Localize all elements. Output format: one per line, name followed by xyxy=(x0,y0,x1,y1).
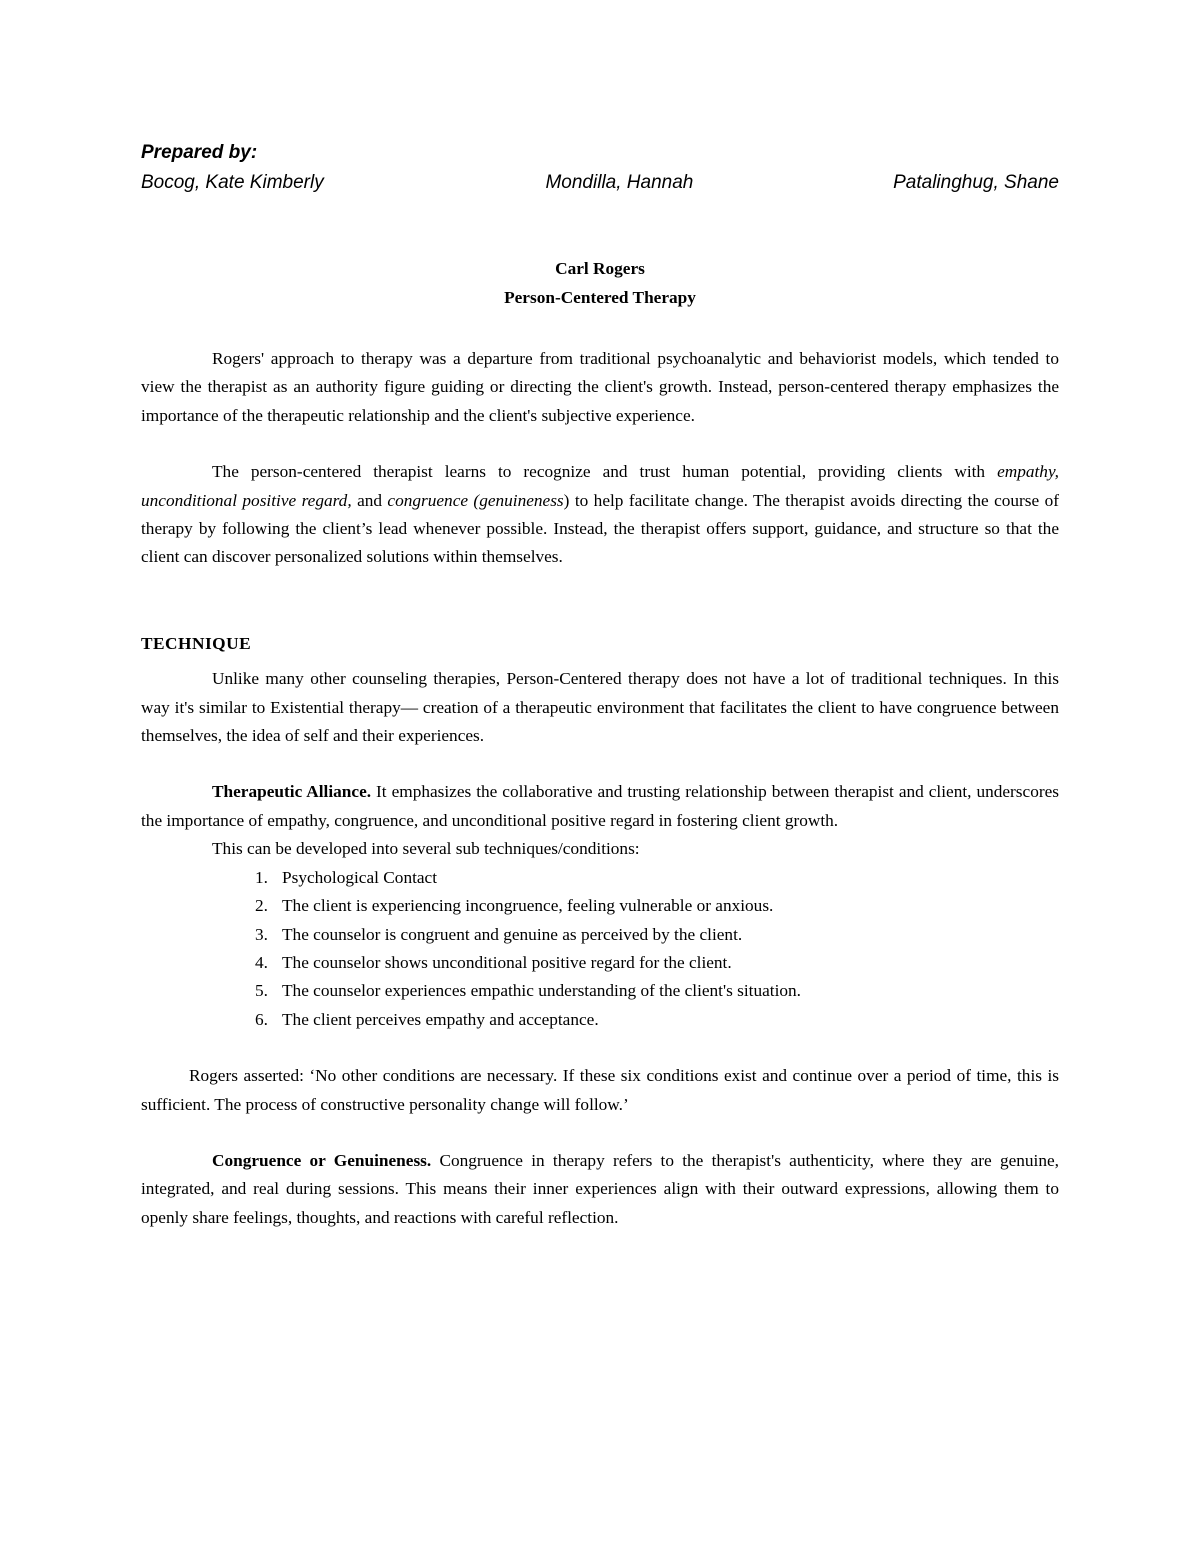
list-item-text: The counselor experiences empathic understanding of the client's situation. xyxy=(282,981,801,1001)
list-item-text: Psychological Contact xyxy=(282,867,438,887)
technique-paragraph: Unlike many other counseling therapies, Person-Centered therapy does not have a lot of traditional techniques. In this way it's similar to Existential therapy— creation of a therapeutic environment that facilitates the client to have congruence between themselves, the idea of self and their experiences. xyxy=(141,669,1059,746)
text-run: The person-centered therapist learns to recognize and trust human potential, providing clients with xyxy=(212,462,998,482)
conditions-list xyxy=(141,864,1059,1034)
list-item-text: The counselor is congruent and genuine as perceived by the client. xyxy=(282,924,743,944)
conditions-intro: This can be developed into several sub techniques/conditions: xyxy=(212,839,640,859)
list-item-text: The client perceives empathy and acceptance. xyxy=(282,1009,599,1029)
alliance-text: It emphasizes the collaborative and trusting relationship between therapist and client, underscores the importance of empathy, congruence, and unconditional positive regard in fostering client growth. xyxy=(141,782,1059,830)
list-item xyxy=(141,892,1059,920)
list-number: 5. xyxy=(255,981,268,1001)
author-name: Patalinghug, Shane xyxy=(893,172,1059,193)
therapeutic-alliance-paragraph xyxy=(141,778,1059,835)
title-line-2: Person-Centered Therapy xyxy=(504,288,696,307)
emphasis-text: congruence (genuineness xyxy=(387,490,564,510)
list-item-text: The counselor shows unconditional positive regard for the client. xyxy=(282,952,732,972)
list-number: 1. xyxy=(255,867,268,887)
title-line-1: Carl Rogers xyxy=(555,259,645,278)
congruence-text: Congruence in therapy refers to the therapist's authenticity, where they are genuine, integrated, and real during sessions. This means their inner experiences align with their outward expressions, allowing them to openly share feelings, thoughts, and reactions with careful reflection. xyxy=(141,1150,1059,1227)
list-item xyxy=(141,864,1059,892)
author-name: Mondilla, Hannah xyxy=(545,172,694,193)
author-name: Bocog, Kate Kimberly xyxy=(141,172,324,193)
list-item xyxy=(141,921,1059,949)
list-number: 2. xyxy=(255,896,268,916)
prepared-by-label: Prepared by: xyxy=(141,142,258,163)
emphasis-text: empathy, unconditional positive regard, xyxy=(141,462,1059,510)
document-page xyxy=(141,138,1059,1232)
intro-paragraph-1: Rogers' approach to therapy was a departure from traditional psychoanalytic and behaviorist models, which tended to view the therapist as an authority figure guiding or directing the client's growth. Instead, person-centered therapy emphasizes the importance of the therapeutic relationship and the client's subjective experience. xyxy=(141,349,1059,425)
list-item xyxy=(141,1006,1059,1034)
list-item-text: The client is experiencing incongruence, feeling vulnerable or anxious. xyxy=(282,896,774,916)
intro-paragraph-2 xyxy=(141,458,1059,572)
section-heading-technique: TECHNIQUE xyxy=(141,633,252,653)
author-list xyxy=(141,168,1059,198)
list-number: 6. xyxy=(255,1009,268,1029)
list-number: 4. xyxy=(255,952,268,972)
congruence-paragraph xyxy=(141,1147,1059,1232)
list-number: 3. xyxy=(255,924,268,944)
list-item xyxy=(141,977,1059,1005)
document-title xyxy=(141,254,1059,312)
text-run: and xyxy=(351,490,388,510)
text-run: ) to help facilitate change. The therapist avoids directing the course of therapy by following the client’s lead whenever possible. Instead, the therapist offers support, guidance, and structure so that the client can discover personalized solutions within themselves. xyxy=(141,490,1059,567)
alliance-label: Therapeutic Alliance. xyxy=(212,782,372,802)
list-item xyxy=(141,949,1059,977)
rogers-quote-paragraph: Rogers asserted: ‘No other conditions are necessary. If these six conditions exist and continue over a period of time, this is sufficient. The process of constructive personality change will follow.’ xyxy=(141,1066,1059,1114)
prepared-by-section xyxy=(141,138,1059,198)
congruence-label: Congruence or Genuineness. xyxy=(212,1150,432,1170)
